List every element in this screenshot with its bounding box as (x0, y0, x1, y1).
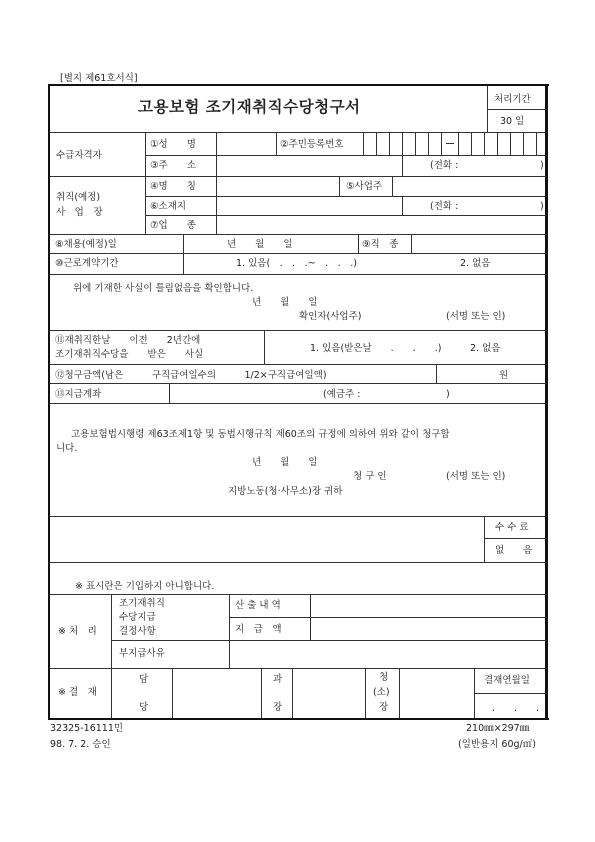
industry-label: ⑦업 종 (150, 220, 196, 231)
approval-office-chief-label-top: 청 (379, 672, 389, 683)
form-title: 고용보험 조기재취직수당청구서 (138, 98, 361, 116)
reemployment-option-yes[interactable]: 1. 있음(받은날 . . .) (310, 343, 442, 354)
approval-section-chief-label-top: 과 (273, 674, 283, 685)
payment-account-field[interactable] (170, 384, 320, 402)
address-field[interactable] (217, 156, 401, 175)
approval-date-label: 결재연월일 (484, 675, 530, 686)
employer-confirm-text: 위에 기재한 사실이 틀림없음을 확인합니다. (73, 283, 254, 294)
paper-size: 210㎜×297㎜ (466, 723, 530, 734)
payment-amount-field[interactable] (311, 618, 543, 639)
processing-period-value: 30 일 (500, 116, 525, 127)
fee-label: 수 수 료 (495, 522, 529, 533)
applicant-section-label: 수급자격자 (56, 150, 102, 161)
approval-office-chief-sign-box[interactable] (400, 669, 473, 716)
hire-date-value[interactable]: 년 월 일 (227, 239, 293, 250)
employer-confirm-date[interactable]: 년 월 일 (252, 297, 318, 308)
calculation-details-label: 산 출 내 역 (235, 600, 281, 611)
approval-section-chief-label-bottom: 장 (273, 702, 283, 713)
claim-statement-line2: 니다. (56, 443, 78, 454)
company-name-label: ④명 칭 (150, 181, 196, 192)
paper-type: (일반용지 60g/㎡) (458, 739, 536, 750)
account-holder-label[interactable]: (예금주 : ) (323, 389, 450, 400)
applicant-phone-close: ) (540, 160, 544, 171)
claim-amount-unit: 원 (499, 370, 509, 381)
reemployment-option-no[interactable]: 2. 없음 (470, 343, 501, 354)
employer-section-label-2: 사 업 장 (56, 207, 103, 218)
approval-section-chief-sign-box[interactable] (293, 669, 364, 716)
contract-option-yes[interactable]: 1. 있음( . . .~ . . .) (236, 258, 357, 269)
payment-amount-label: 지 급 액 (235, 624, 282, 635)
contract-period-label: ⑩근로계약기간 (55, 258, 119, 269)
approval-section-label: ※ 결 재 (58, 687, 97, 698)
company-name-field[interactable] (217, 177, 338, 195)
approval-date-value[interactable]: . . . (492, 703, 540, 714)
processing-period-label: 처리기간 (494, 94, 531, 105)
name-field[interactable] (217, 133, 275, 154)
approval-date-note: 98. 7. 2. 승인 (50, 739, 111, 750)
employer-signature[interactable]: (서명 또는 인) (446, 311, 506, 322)
business-owner-field[interactable] (393, 177, 543, 195)
location-label: ⑥소재지 (150, 201, 187, 212)
processing-section-label: ※ 처 리 (58, 626, 97, 637)
industry-field[interactable] (217, 216, 543, 233)
recipient-office: 지방노동(청·사무소)장 귀하 (228, 486, 343, 497)
rrn-field[interactable] (364, 133, 544, 154)
payment-account-label: ⑬지급계좌 (55, 389, 102, 400)
decision-label-line1: 조기재취직 (119, 598, 165, 609)
claim-date[interactable]: 년 월 일 (252, 457, 318, 468)
reemployment-question-line1: ⑪재취직한날 이전 2년간에 (55, 335, 201, 346)
address-label: ③주 소 (150, 160, 196, 171)
contract-option-no[interactable]: 2. 없음 (460, 258, 491, 269)
approval-office-chief-label-mid: (소) (373, 687, 390, 698)
approval-office-chief-label-bottom: 장 (379, 702, 389, 713)
form-code: 32325-16111민 (50, 723, 124, 734)
approval-staff-sign-box[interactable] (173, 669, 260, 716)
nonpayment-reason-label: 부지급사유 (119, 648, 165, 659)
claimant-label: 청 구 인 (353, 471, 387, 482)
applicant-phone-label: (전화 : (430, 160, 459, 171)
fee-value: 없 음 (495, 545, 533, 556)
calculation-details-field[interactable] (311, 595, 543, 616)
office-use-note: ※ 표시란은 기입하지 아니합니다. (75, 581, 215, 592)
nonpayment-reason-field[interactable] (230, 641, 543, 667)
business-owner-label: ⑤사업주 (346, 181, 383, 192)
decision-label-line2: 수당지급 (119, 612, 156, 623)
job-type-label: ⑨직 종 (362, 239, 399, 250)
location-field[interactable] (217, 197, 401, 214)
reemployment-question-line2: 조기재취직수당을 받은 사실 (55, 349, 204, 360)
claimant-signature[interactable]: (서명 또는 인) (446, 471, 506, 482)
employer-confirmer-label: 확인자(사업주) (299, 311, 362, 322)
decision-label-line3: 결정사항 (119, 626, 156, 637)
claim-amount-label: ⑫청구금액(남은 구직급여일수의 1/2×구직급여일액) (55, 370, 327, 381)
approval-staff-label-bottom: 당 (139, 702, 149, 713)
form-right-border (545, 84, 548, 718)
job-type-field[interactable] (412, 235, 543, 252)
form-number-label: [별지 제61호서식] (60, 73, 138, 84)
employer-phone-close: ) (540, 201, 544, 212)
claim-statement-line1: 고용보험법시행령 제63조제1항 및 동법시행규칙 제60조의 규정에 의하여 위와 같이 청구합 (71, 429, 450, 440)
employer-section-label-1: 취직(예정) (56, 192, 101, 203)
name-label: ①성 명 (150, 139, 196, 150)
hire-date-label: ⑧채용(예정)일 (55, 239, 117, 250)
rrn-label: ②주민등록번호 (280, 139, 344, 150)
approval-staff-label-top: 담 (139, 674, 149, 685)
employer-phone-label: (전화 : (430, 201, 459, 212)
